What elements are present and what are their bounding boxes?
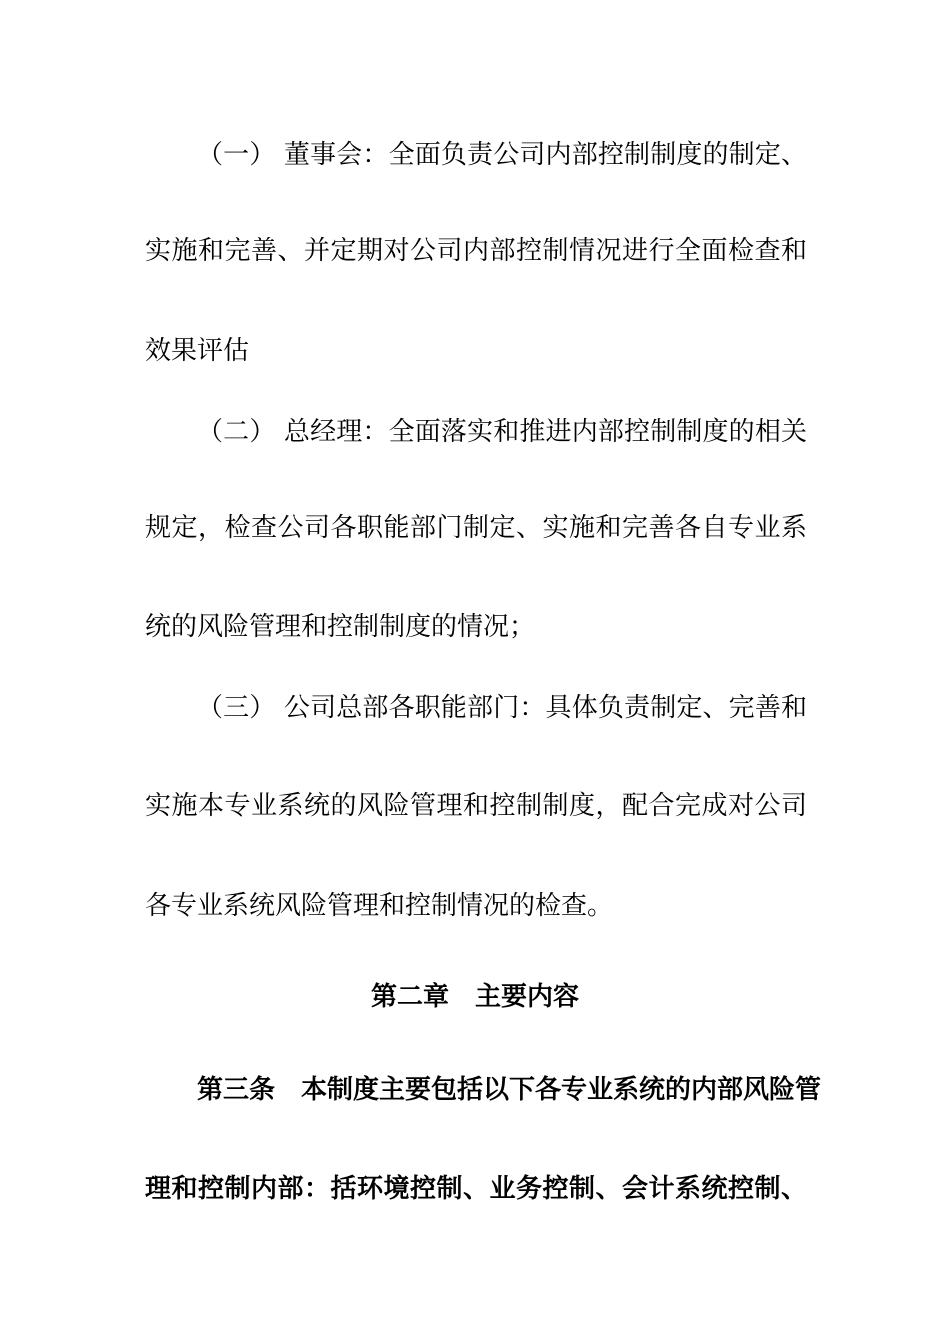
paragraph-2-line-1: （二） 总经理：全面落实和推进内部控制制度的相关 [197, 417, 807, 447]
paragraph-3-line-3: 各专业系统风险管理和控制情况的检查。 [145, 891, 614, 921]
paragraph-3-line-2: 实施本专业系统的风险管理和控制制度，配合完成对公司 [145, 791, 807, 821]
paragraph-1-line-2: 实施和完善、并定期对公司内部控制情况进行全面检查和 [145, 236, 807, 266]
paragraph-2-line-3: 统的风险管理和控制制度的情况； [145, 612, 536, 642]
paragraph-3-line-1: （三） 公司总部各职能部门：具体负责制定、完善和 [197, 693, 807, 723]
paragraph-1-line-1: （一） 董事会：全面负责公司内部控制制度的制定、 [197, 140, 807, 170]
article-line-1: 第三条 本制度主要包括以下各专业系统的内部风险管 [197, 1075, 822, 1105]
paragraph-1-line-3: 效果评估 [145, 336, 250, 366]
chapter-heading: 第二章 主要内容 [370, 982, 579, 1012]
article-line-2: 理和控制内部：括环境控制、业务控制、会计系统控制、 [145, 1174, 807, 1204]
paragraph-2-line-2: 规定，检查公司各职能部门制定、实施和完善各自专业系 [145, 513, 807, 543]
